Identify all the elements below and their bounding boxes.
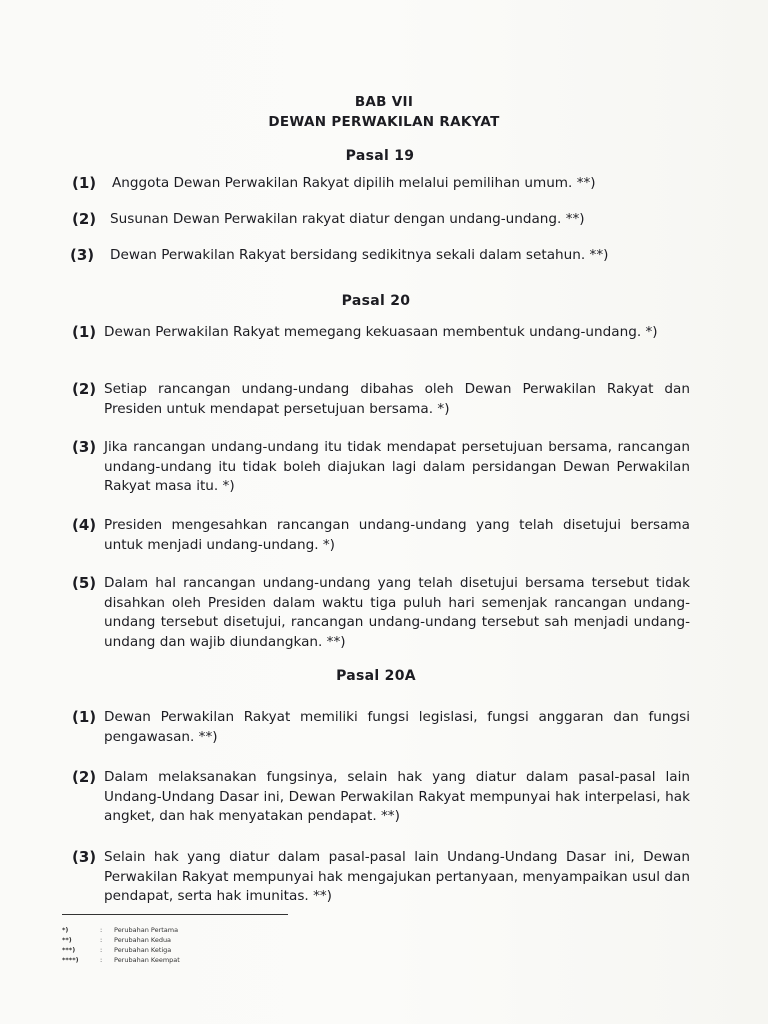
chapter-number: BAB VII <box>354 94 414 110</box>
footnote-text: Perubahan Pertama <box>114 926 179 934</box>
pasal-19-heading: Pasal 19 <box>345 148 415 164</box>
footnote-separator: : <box>100 956 103 964</box>
footnote-mark: ***) <box>62 946 76 954</box>
clause-text: Anggota Dewan Perwakilan Rakyat dipilih melalui pemilihan umum. **) <box>112 175 596 191</box>
footnote-divider <box>62 914 288 915</box>
clause-number: (2) <box>72 210 97 228</box>
clause-number: (2) <box>72 768 97 786</box>
footnote-mark: **) <box>62 936 72 944</box>
clause-number: (3) <box>72 848 97 866</box>
footnote-text: Perubahan Keempat <box>114 956 180 964</box>
footnote-separator: : <box>100 936 103 944</box>
clause-text: Susunan Dewan Perwakilan rakyat diatur dengan undang-undang. **) <box>110 211 585 227</box>
footnote-mark: ****) <box>62 956 79 964</box>
clause-number: (2) <box>72 380 97 398</box>
pasal-20a-heading: Pasal 20A <box>336 668 416 684</box>
clause-number: (3) <box>70 246 95 264</box>
chapter-title: DEWAN PERWAKILAN RAKYAT <box>268 114 500 130</box>
clause-text: Dewan Perwakilan Rakyat bersidang sedikitnya sekali dalam setahun. **) <box>110 247 609 263</box>
footnote-separator: : <box>100 926 103 934</box>
clause-text: Dewan Perwakilan Rakyat memegang kekuasaan membentuk undang-undang. *) <box>104 324 658 340</box>
clause-text: Dewan Perwakilan Rakyat memiliki fungsi legislasi, fungsi anggaran dan fungsi pengawasan. **) <box>104 709 690 745</box>
footnote-mark: *) <box>62 926 69 934</box>
clause-number: (1) <box>72 174 97 192</box>
clause-text: Dalam melaksanakan fungsinya, selain hak yang diatur dalam pasal-pasal lain Undang-Undang Dasar ini, Dewan Perwakilan Rakyat mempunyai hak interpelasi, hak angket, dan hak menyatakan pendapat. **) <box>104 769 690 824</box>
clause-number: (3) <box>72 438 97 456</box>
clause-text: Setiap rancangan undang-undang dibahas oleh Dewan Perwakilan Rakyat dan Presiden untuk mendapat persetujuan bersama. *) <box>104 381 690 417</box>
clause-number: (1) <box>72 323 97 341</box>
clause-text: Dalam hal rancangan undang-undang yang telah disetujui bersama tersebut tidak disahkan oleh Presiden dalam waktu tiga puluh hari semenjak rancangan undang-undang tersebut disetujui, rancangan undang-undang tersebut sah menjadi undang-undang dan wajib diundangkan. **) <box>104 575 690 650</box>
clause-text: Presiden mengesahkan rancangan undang-undang yang telah disetujui bersama untuk menjadi undang-undang. *) <box>104 517 690 553</box>
footnote-separator: : <box>100 946 103 954</box>
clause-number: (5) <box>72 574 97 592</box>
clause-number: (4) <box>72 516 97 534</box>
footnote-text: Perubahan Ketiga <box>114 946 172 954</box>
pasal-20-heading: Pasal 20 <box>341 293 411 309</box>
clause-text: Selain hak yang diatur dalam pasal-pasal lain Undang-Undang Dasar ini, Dewan Perwakilan Rakyat mempunyai hak mengajukan pertanyaan, menyampaikan usul dan pendapat, serta hak imunitas. **) <box>104 849 690 904</box>
clause-text: Jika rancangan undang-undang itu tidak mendapat persetujuan bersama, rancangan undang-undang itu tidak boleh diajukan lagi dalam persidangan Dewan Perwakilan Rakyat masa itu. *) <box>104 439 690 494</box>
clause-number: (1) <box>72 708 97 726</box>
footnote-text: Perubahan Kedua <box>114 936 172 944</box>
